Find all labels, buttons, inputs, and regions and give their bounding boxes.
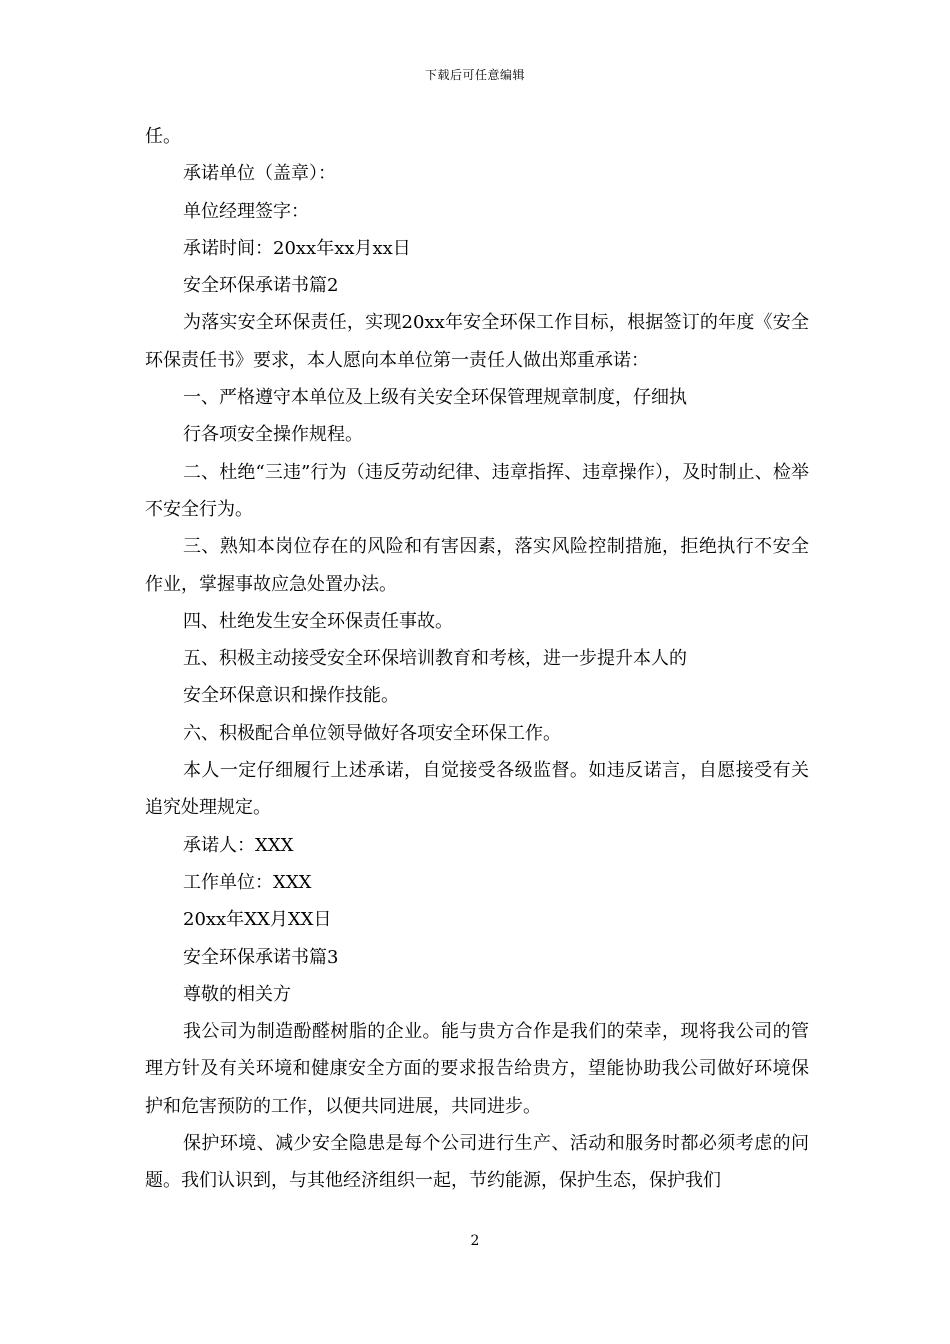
paragraph: 我公司为制造酚醛树脂的企业。能与贵方合作是我们的荣幸，现将我公司的管理方针及有关环境和健康安全方面的要求报告给贵方，望能协助我公司做好环境保护和危害预防的工作，以便共同进展，共同进步。 bbox=[145, 1021, 809, 1117]
commitment-unit-line: 承诺单位（盖章）： bbox=[183, 163, 336, 185]
section-heading-3: 安全环保承诺书篇3 bbox=[183, 946, 339, 968]
page-number: 2 bbox=[470, 1233, 480, 1249]
salutation-line: 尊敬的相关方 bbox=[183, 983, 291, 1005]
header-note: 下载后可任意编辑 bbox=[424, 68, 525, 82]
work-unit-line: 工作单位：XXX bbox=[183, 871, 312, 893]
paragraph: 二、杜绝“三违”行为（违反劳动纪律、违章指挥、违章操作），及时制止、检举不安全行为。 bbox=[145, 461, 809, 520]
section-heading-2: 安全环保承诺书篇2 bbox=[183, 275, 339, 297]
paragraph: 三、熟知本岗位存在的风险和有害因素，落实风险控制措施，拒绝执行不安全作业，掌握事故应急处置办法。 bbox=[145, 536, 809, 595]
text-line: 行各项安全操作规程。 bbox=[183, 424, 363, 446]
text-line: 六、积极配合单位领导做好各项安全环保工作。 bbox=[183, 722, 561, 744]
paragraph: 为落实安全环保责任，实现20xx年安全环保工作目标，根据签订的年度《安全环保责任书》要求，本人愿向本单位第一责任人做出郑重承诺： bbox=[145, 312, 809, 371]
promisor-line: 承诺人：XXX bbox=[183, 834, 294, 856]
document-body bbox=[145, 118, 809, 1200]
manager-signature-line: 单位经理签字： bbox=[183, 200, 309, 222]
paragraph: 保护环境、减少安全隐患是每个公司进行生产、活动和服务时都必须考虑的问题。我们认识到，与其他经济组织一起，节约能源，保护生态，保护我们 bbox=[145, 1133, 809, 1192]
paragraph: 本人一定仔细履行上述承诺，自觉接受各级监督。如违反诺言，自愿接受有关追究处理规定。 bbox=[145, 760, 809, 819]
commitment-date-line: 承诺时间：20xx年xx月xx日 bbox=[183, 237, 411, 259]
date-line: 20xx年XX月XX日 bbox=[183, 909, 332, 931]
text-line: 任。 bbox=[145, 126, 181, 147]
text-line: 一、严格遵守本单位及上级有关安全环保管理规章制度，仔细执 bbox=[183, 387, 687, 409]
text-line: 安全环保意识和操作技能。 bbox=[183, 685, 399, 707]
text-line: 五、积极主动接受安全环保培训教育和考核，进一步提升本人的 bbox=[183, 648, 687, 670]
text-line: 四、杜绝发生安全环保责任事故。 bbox=[183, 610, 453, 632]
